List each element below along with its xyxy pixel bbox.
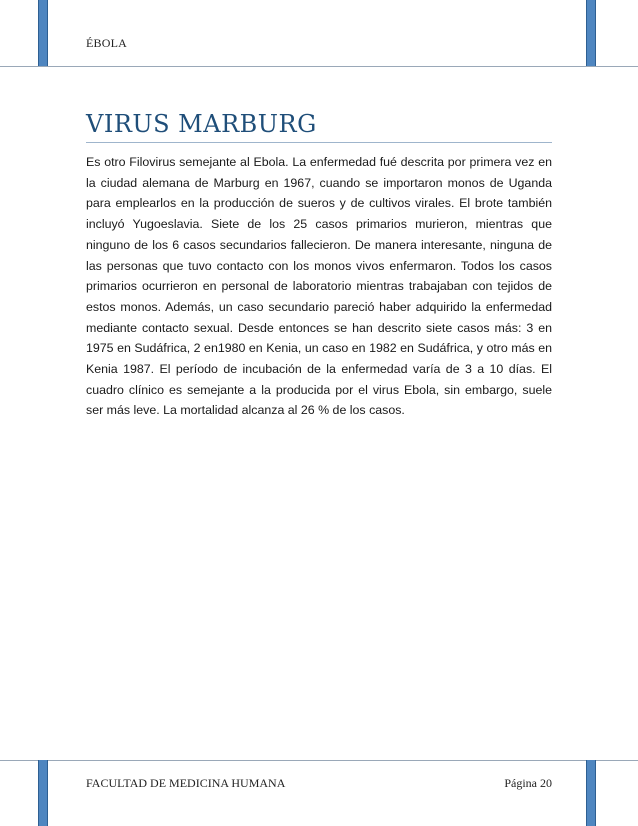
footer-page-number: Página 20	[504, 776, 552, 790]
body-paragraph: Es otro Filovirus semejante al Ebola. La enfermedad fué descrita por primera vez en la ciudad alemana de Marburg en 1967, cuando se importaron monos de Uganda para emplearlos en la producción de sueros y de cultivos virales. El brote también incluyó Yugoeslavia. Siete de los 25 casos primarios murieron, mientras que ninguno de los 6 casos secundarios fallecieron. De manera interesante, ninguna de las personas que tuvo contacto con los monos vivos enfermaron. Todos los casos primarios ocurrieron en personal de laboratorio mientras trabajaban con tejidos de estos monos. Además, un caso secundario pareció haber adquirido la enfermedad mediante contacto sexual. Desde entonces se han descrito siete casos más: 3 en 1975 en Sudáfrica, 2 en1980 en Kenia, un caso en 1982 en Sudáfrica, y otro más en Kenia 1987. El período de incubación de la enfermedad varía de 3 a 10 días. El cuadro clínico es semejante a la producida por el virus Ebola, sin embargo, suele ser más leve. La mortalidad alcanza al 26 % de los casos.	[86, 155, 552, 418]
header-divider	[0, 66, 638, 67]
section-title: VIRUS MARBURG	[86, 110, 317, 138]
footer-faculty-name: FACULTAD DE MEDICINA HUMANA	[86, 776, 286, 790]
header-right-accent-bar	[586, 0, 596, 66]
footer-divider	[0, 760, 638, 761]
running-header: ÉBOLA	[86, 36, 127, 50]
footer-right-accent-bar	[586, 760, 596, 826]
footer-left-accent-bar	[38, 760, 48, 826]
header-left-accent-bar	[38, 0, 48, 66]
title-underline	[86, 142, 552, 143]
